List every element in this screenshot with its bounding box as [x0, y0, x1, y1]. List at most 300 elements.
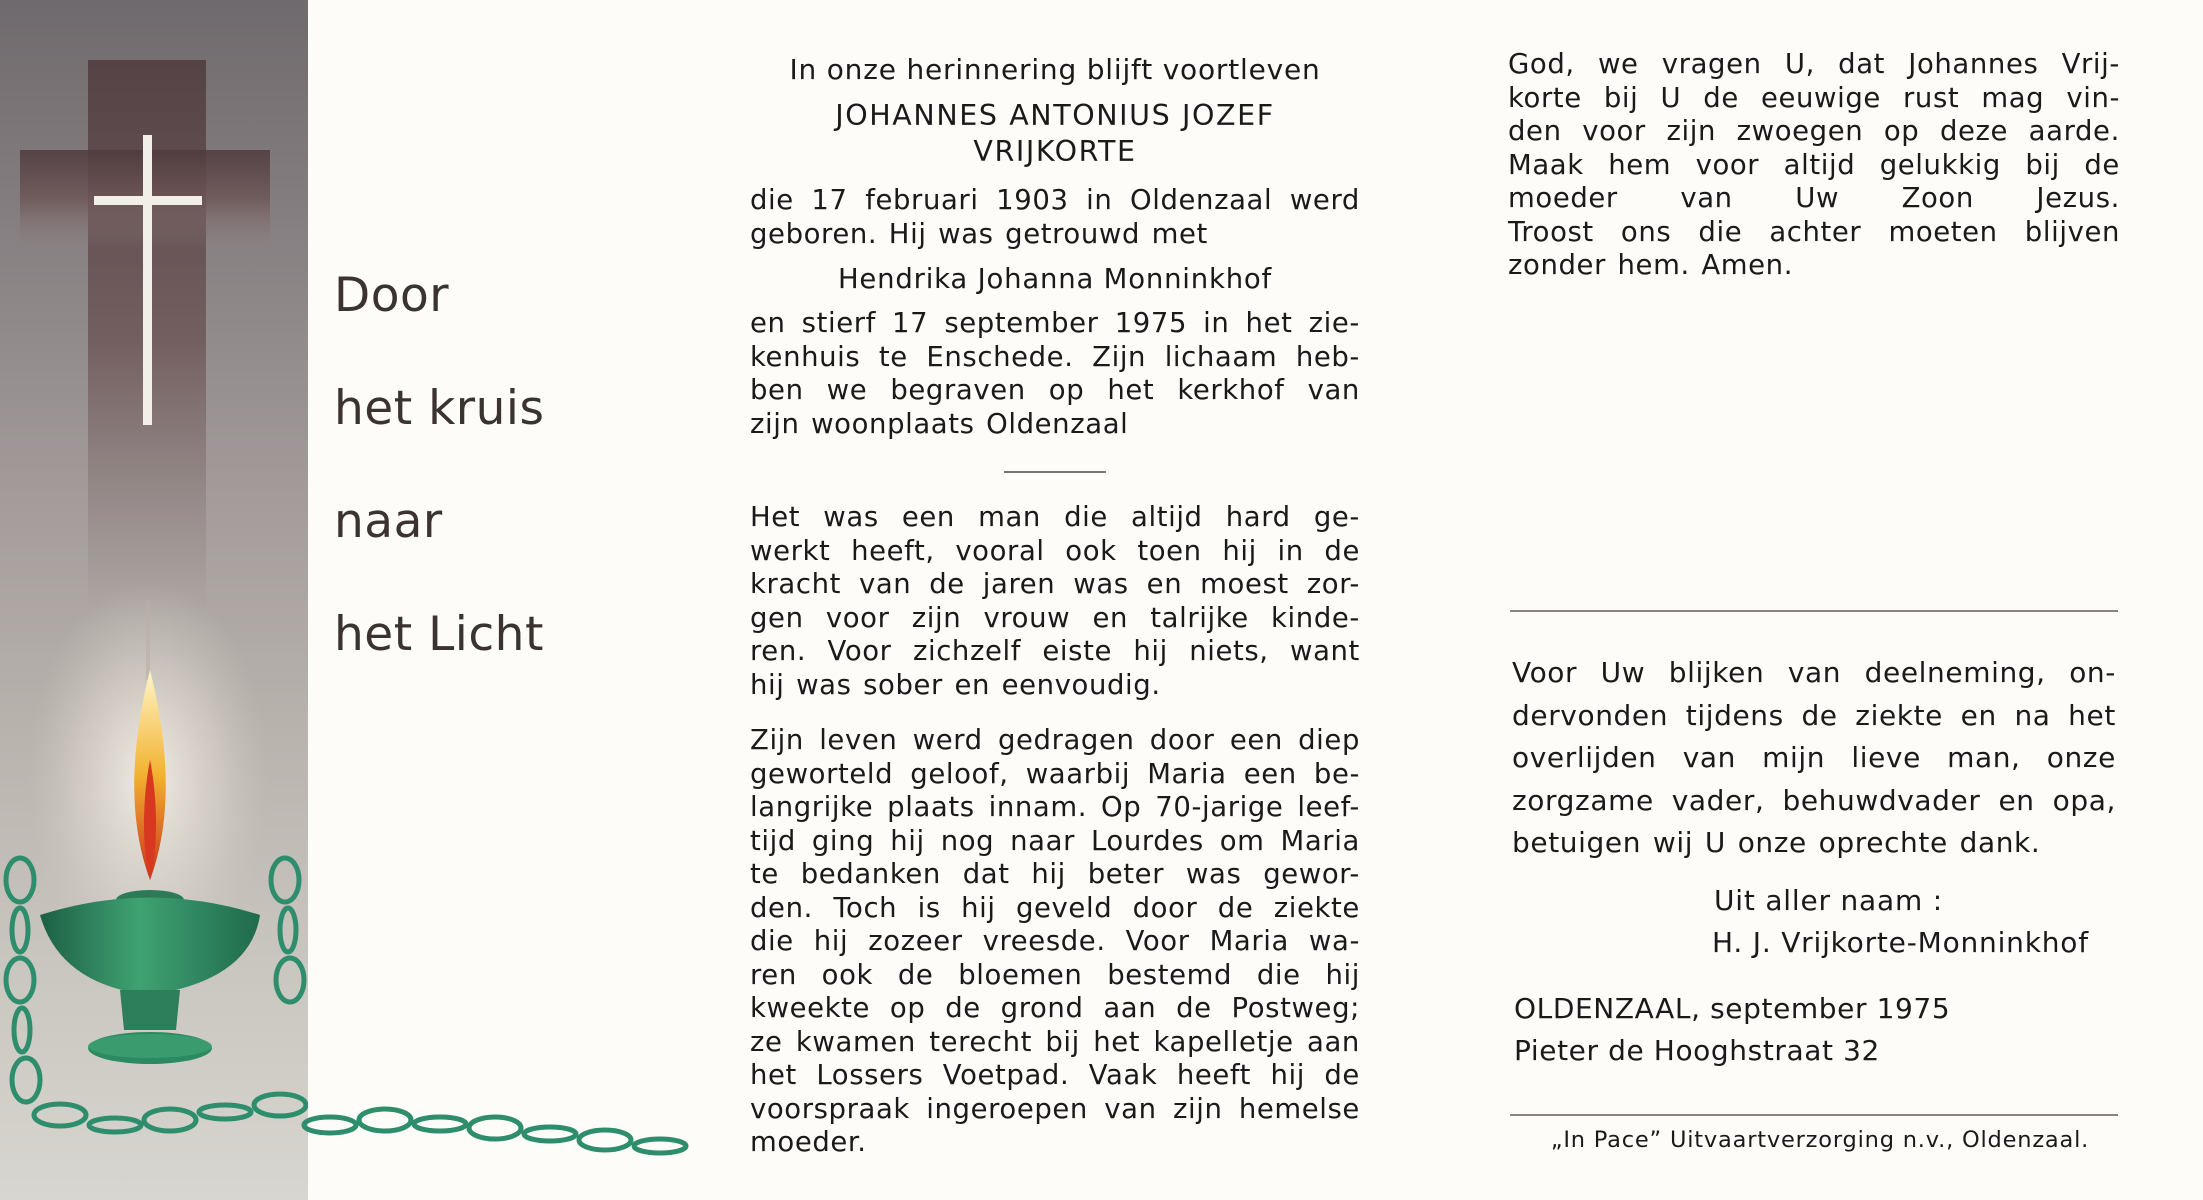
- text-line: [750, 635, 1360, 669]
- word: Zoon: [1901, 182, 1974, 214]
- paragraph-work: [750, 501, 1360, 702]
- word: wij: [1652, 826, 1694, 859]
- word: heeft,: [851, 534, 935, 567]
- word: ziekte: [1855, 698, 1943, 732]
- word: de: [2084, 148, 2120, 181]
- text-line: [750, 825, 1360, 859]
- word: ren.: [750, 635, 807, 667]
- text-line: [1508, 149, 2120, 183]
- word: kweekte: [750, 992, 871, 1024]
- word: in: [1277, 534, 1304, 567]
- word: blijven: [2024, 215, 2120, 248]
- word: Zijn: [750, 724, 804, 756]
- text-line: [750, 1026, 1360, 1060]
- word: getrouwd: [1005, 217, 1141, 250]
- word: in: [1203, 307, 1230, 339]
- text-line: [1508, 216, 2120, 250]
- word: gen: [750, 601, 804, 634]
- word: onze: [1737, 826, 1807, 859]
- word: bedanken: [800, 858, 941, 890]
- prayer-text: [1508, 48, 2120, 283]
- word: woonplaats: [811, 407, 975, 440]
- word: Vaak: [1088, 1059, 1158, 1091]
- word: tijdens: [1685, 698, 1784, 732]
- word: on-: [2069, 656, 2116, 689]
- text-line: [750, 1093, 1360, 1127]
- word: talrijke: [1150, 601, 1249, 634]
- word: Lossers: [816, 1059, 924, 1091]
- text-line: [750, 602, 1360, 636]
- word: we: [1597, 48, 1639, 80]
- word: 70-jarige: [1155, 791, 1284, 823]
- word: van: [1307, 374, 1360, 406]
- word: Jezus.: [2036, 182, 2120, 214]
- word: aarde.: [2028, 115, 2120, 147]
- biography-column: [750, 52, 1360, 1160]
- place-and-date: [1514, 988, 1950, 1072]
- word: ze: [750, 1025, 783, 1058]
- word: U,: [1784, 48, 1815, 80]
- word: zorgzame: [1512, 783, 1654, 817]
- word: met: [1151, 217, 1208, 250]
- word: en: [1998, 783, 2035, 817]
- word: door: [1149, 724, 1215, 756]
- word: begraven: [890, 374, 1026, 406]
- word: man: [978, 501, 1041, 533]
- word: Amen.: [1701, 249, 1794, 281]
- word: leven: [819, 724, 898, 756]
- chain-trail-icon: [300, 1100, 700, 1170]
- word: grond: [1000, 992, 1084, 1024]
- word: onze: [2046, 741, 2116, 774]
- text-line: [750, 925, 1360, 959]
- text-line: [750, 568, 1360, 602]
- word: van: [1682, 741, 1736, 774]
- word: werd: [1289, 184, 1360, 216]
- text-line: [1508, 48, 2120, 82]
- word: aan: [1103, 992, 1157, 1024]
- word: was: [796, 668, 852, 701]
- word: van: [858, 568, 912, 600]
- signoff: [1712, 880, 2089, 964]
- word: geloof,: [910, 757, 1009, 790]
- word: hij: [1133, 635, 1168, 667]
- word: ren: [750, 958, 797, 991]
- cross-icon: [20, 60, 270, 620]
- word: Zijn: [1092, 340, 1147, 373]
- word: door: [1132, 891, 1198, 924]
- word: Maria: [1147, 757, 1227, 790]
- word: korte: [1508, 81, 1582, 114]
- text-line: [750, 218, 1360, 252]
- motto-line: Door: [334, 268, 450, 323]
- motto-line: naar: [334, 494, 443, 549]
- word: terecht: [929, 1025, 1033, 1058]
- text-line: [750, 184, 1360, 218]
- word: die: [1256, 958, 1301, 991]
- word: dat: [1838, 48, 1886, 80]
- word: ben: [750, 374, 804, 406]
- text-line: [750, 1059, 1360, 1093]
- word: het: [750, 1059, 797, 1091]
- word: geworteld: [750, 757, 894, 790]
- word: dervonden: [1512, 698, 1669, 732]
- motto: [334, 266, 634, 718]
- word: eiste: [1042, 635, 1112, 667]
- text-line: [1512, 652, 2116, 695]
- word: mijn: [1762, 741, 1826, 774]
- word: kerkhof: [1177, 374, 1285, 406]
- word: en: [1146, 568, 1183, 600]
- word: eenvoudig.: [1001, 668, 1161, 701]
- spouse-name: Hendrika Johanna Monninkhof: [837, 263, 1273, 295]
- word: de: [897, 958, 934, 991]
- text-line: [750, 501, 1360, 535]
- word: was: [938, 217, 994, 250]
- word: beter: [1087, 858, 1165, 890]
- memorial-illustration: [0, 0, 308, 1200]
- paragraph-faith: [750, 724, 1360, 1160]
- word: bloemen: [958, 958, 1083, 991]
- word: nog: [940, 824, 995, 857]
- word: werkt: [750, 534, 831, 567]
- word: moest: [1200, 568, 1289, 600]
- word: in: [1086, 184, 1113, 216]
- word: Voetpad.: [942, 1059, 1070, 1091]
- word: voorspraak: [750, 1092, 910, 1125]
- divider: [1510, 1114, 2118, 1116]
- word: naar: [1010, 824, 1075, 857]
- word: Maria: [1209, 925, 1289, 957]
- word: een: [901, 501, 955, 533]
- word: het: [2068, 698, 2116, 732]
- word: zie-: [1308, 307, 1360, 339]
- text-line: [750, 669, 1360, 703]
- word: Hij: [888, 217, 927, 250]
- word: bestemd: [1107, 958, 1233, 991]
- signoff-signature: H. J. Vrijkorte-Monninkhof: [1712, 926, 2089, 959]
- word: de: [1324, 1059, 1360, 1091]
- word: zijn: [750, 407, 800, 440]
- text-line: [1508, 249, 2120, 283]
- word: 1975: [1114, 307, 1188, 339]
- funeral-director-credit: „In Pace” Uitvaartverzorging n.v., Oldenzaal.: [1550, 1127, 2090, 1153]
- word: was: [823, 501, 879, 533]
- word: Op: [1101, 791, 1142, 823]
- word: waarbij: [1025, 757, 1131, 790]
- word: ging: [811, 824, 875, 857]
- word: betuigen: [1512, 826, 1642, 859]
- word: om: [1219, 824, 1265, 857]
- word: vragen: [1661, 48, 1762, 80]
- thanks-text: [1512, 652, 2116, 865]
- city-date: OLDENZAAL, september 1975: [1514, 992, 1951, 1025]
- word: vader,: [1671, 783, 1765, 817]
- word: voor: [1582, 115, 1646, 147]
- word: de: [945, 992, 981, 1024]
- word: de: [1703, 81, 1739, 114]
- word: ons: [1620, 215, 1672, 248]
- word: ook: [1065, 534, 1117, 567]
- word: van: [1787, 656, 1842, 689]
- deceased-surname: VRIJKORTE: [973, 135, 1137, 168]
- word: ingeroepen: [926, 1092, 1088, 1125]
- word: altijd: [1131, 501, 1203, 533]
- word: 1903: [996, 184, 1069, 216]
- word: bij: [1045, 1025, 1080, 1058]
- word: zijn: [1172, 1092, 1223, 1125]
- word: kenhuis: [750, 340, 861, 373]
- word: langrijke: [750, 791, 874, 823]
- birth-text: [750, 184, 1360, 251]
- word: het: [1245, 307, 1293, 339]
- word: gedragen: [997, 724, 1135, 756]
- text-line: [1512, 780, 2116, 823]
- word: want: [1289, 635, 1360, 667]
- word: diep: [1298, 724, 1360, 756]
- text-line: [750, 307, 1360, 341]
- text-line: [750, 758, 1360, 792]
- word: Oldenzaal: [986, 407, 1129, 440]
- word: wa-: [1308, 925, 1360, 957]
- word: niets,: [1189, 635, 1269, 667]
- word: voor: [825, 601, 890, 634]
- word: 17: [811, 184, 848, 216]
- text-line: [1512, 822, 2116, 865]
- word: hard: [1225, 501, 1291, 533]
- word: hij: [961, 891, 996, 924]
- word: de: [1324, 534, 1360, 567]
- word: voor: [1695, 148, 1760, 181]
- word: den.: [750, 891, 813, 924]
- word: zichzelf: [912, 635, 1022, 667]
- word: Enschede.: [926, 340, 1074, 373]
- word: gelukkig: [1879, 148, 2001, 181]
- text-line: [750, 535, 1360, 569]
- word: U: [1660, 81, 1682, 114]
- word: een: [1229, 724, 1283, 756]
- word: op: [889, 992, 926, 1024]
- word: die: [750, 925, 794, 957]
- address: Pieter de Hooghstraat 32: [1514, 1034, 1880, 1067]
- word: vreesde.: [982, 925, 1106, 957]
- word: mag: [1981, 81, 2045, 114]
- word: was: [1073, 568, 1129, 600]
- word: altijd: [1783, 148, 1856, 181]
- word: de: [1217, 891, 1254, 924]
- word: toen: [1137, 534, 1202, 567]
- text-line: [750, 408, 1360, 442]
- word: dat: [962, 858, 1010, 890]
- word: na: [2014, 698, 2051, 732]
- word: kwamen: [795, 1025, 916, 1058]
- word: dank.: [1959, 826, 2041, 859]
- word: Lourdes: [1090, 824, 1204, 857]
- text-line: [750, 892, 1360, 926]
- word: Uw: [1600, 656, 1646, 689]
- word: plaats: [887, 791, 975, 823]
- oil-lamp-icon: [40, 890, 260, 1064]
- word: de: [1801, 698, 1838, 732]
- cross-and-lamp-illustration: [0, 0, 308, 1200]
- word: oprechte: [1818, 826, 1948, 859]
- word: hij: [1270, 1059, 1305, 1091]
- word: die: [750, 184, 794, 216]
- word: ziekte: [1273, 891, 1360, 924]
- word: heeft: [1176, 1059, 1252, 1091]
- word: hem: [1608, 148, 1672, 181]
- text-line: [750, 724, 1360, 758]
- word: Uw: [1795, 182, 1840, 214]
- word: hij: [1325, 958, 1360, 991]
- word: hij: [750, 668, 785, 701]
- word: bij: [1603, 81, 1639, 114]
- word: heb-: [1295, 340, 1360, 373]
- word: kracht: [750, 568, 842, 600]
- word: deelneming,: [1864, 656, 2046, 689]
- word: overlijden: [1512, 741, 1657, 774]
- word: die: [1698, 215, 1743, 248]
- text-line: [750, 1126, 1360, 1160]
- word: Oldenzaal: [1129, 184, 1273, 216]
- word: behuwdvader: [1782, 783, 1981, 817]
- word: stierf: [801, 307, 876, 339]
- word: werd: [912, 724, 983, 756]
- text-line: [750, 341, 1360, 375]
- word: bij: [2025, 148, 2060, 181]
- word: eeuwige: [1760, 81, 1881, 114]
- word: op: [1883, 115, 1920, 147]
- word: zonder: [1508, 249, 1606, 281]
- word: rust: [1903, 81, 1960, 114]
- word: lichaam: [1164, 340, 1278, 373]
- word: die: [1064, 501, 1108, 533]
- word: van: [1104, 1092, 1157, 1125]
- word: op: [1048, 374, 1085, 406]
- death-text: [750, 307, 1360, 441]
- word: Voor: [827, 635, 892, 667]
- word: te: [750, 858, 779, 890]
- word: jaren: [982, 568, 1056, 600]
- text-line: [750, 791, 1360, 825]
- word: deze: [1939, 115, 2009, 147]
- word: man,: [1947, 741, 2021, 774]
- word: en: [1092, 601, 1129, 634]
- word: ook: [821, 958, 874, 991]
- word: innam.: [988, 791, 1088, 823]
- word: Postweg;: [1231, 992, 1360, 1024]
- word: Toch: [833, 891, 898, 924]
- text-line: [750, 858, 1360, 892]
- word: zozeer: [868, 925, 963, 957]
- word: hij: [1222, 534, 1257, 567]
- word: vrouw: [983, 601, 1071, 634]
- word: Johannes: [1908, 48, 2039, 80]
- word: 17: [892, 307, 929, 339]
- text-line: [750, 959, 1360, 993]
- word: Voor: [1512, 656, 1578, 689]
- word: het: [1093, 1025, 1141, 1058]
- word: moeten: [1888, 215, 1998, 248]
- word: september: [944, 307, 1099, 339]
- motto-line: het kruis: [334, 381, 545, 436]
- text-line: [1508, 82, 2120, 116]
- word: gewor-: [1263, 858, 1360, 890]
- word: hij: [890, 824, 925, 857]
- word: Vrij-: [2061, 48, 2120, 80]
- word: Maak: [1508, 148, 1584, 181]
- word: te: [878, 340, 908, 373]
- word: februari: [865, 184, 979, 216]
- word: achter: [1769, 215, 1862, 248]
- prayer-column: [1508, 48, 2120, 283]
- motto-line: het Licht: [334, 607, 544, 662]
- word: den: [1508, 115, 1562, 147]
- word: Troost: [1508, 215, 1594, 248]
- word: be-: [1313, 757, 1360, 790]
- word: een: [1243, 757, 1297, 790]
- word: aan: [1307, 1025, 1360, 1058]
- word: de: [929, 568, 965, 600]
- word: sober: [863, 668, 943, 701]
- word: geveld: [1015, 891, 1113, 924]
- word: is: [917, 891, 941, 924]
- word: Maria: [1280, 824, 1360, 857]
- word: we: [826, 374, 868, 406]
- word: leef-: [1297, 791, 1360, 823]
- word: zor-: [1306, 568, 1360, 600]
- word: tijd: [750, 824, 796, 857]
- signoff-intro: Uit aller naam :: [1714, 884, 1943, 917]
- text-line: [1508, 115, 2120, 149]
- word: en: [954, 668, 991, 701]
- word: en: [1960, 698, 1997, 732]
- word: vooral: [955, 534, 1045, 567]
- word: Voor: [1125, 925, 1190, 957]
- word: van: [1680, 182, 1733, 214]
- word: hemelse: [1238, 1092, 1360, 1125]
- word: kapelletje: [1153, 1025, 1294, 1058]
- word: de: [1176, 992, 1212, 1024]
- word: moeder.: [750, 1126, 867, 1158]
- word: hij: [813, 925, 849, 957]
- word: het: [1107, 374, 1155, 406]
- word: zijn: [911, 601, 962, 634]
- word: blijken: [1668, 656, 1765, 689]
- text-line: [1508, 182, 2120, 216]
- word: U: [1704, 826, 1726, 859]
- word: vin-: [2066, 81, 2120, 114]
- text-line: [1512, 695, 2116, 738]
- text-line: [750, 992, 1360, 1026]
- word: Het: [750, 501, 801, 533]
- word: lieve: [1851, 741, 1921, 774]
- word: kinde-: [1271, 601, 1360, 634]
- text-line: [1512, 737, 2116, 780]
- word: geboren.: [750, 217, 878, 250]
- word: ge-: [1313, 501, 1360, 533]
- divider: [1510, 610, 2118, 612]
- deceased-name: JOHANNES ANTONIUS JOZEF: [835, 99, 1275, 132]
- word: God,: [1508, 48, 1575, 80]
- word: hij: [1031, 858, 1066, 890]
- word: was: [1185, 858, 1242, 890]
- text-line: [750, 374, 1360, 408]
- word: zijn: [1666, 115, 1716, 147]
- word: moeder: [1508, 182, 1618, 214]
- intro-line: In onze herinnering blijft voortleven: [789, 53, 1321, 86]
- word: zwoegen: [1736, 115, 1864, 147]
